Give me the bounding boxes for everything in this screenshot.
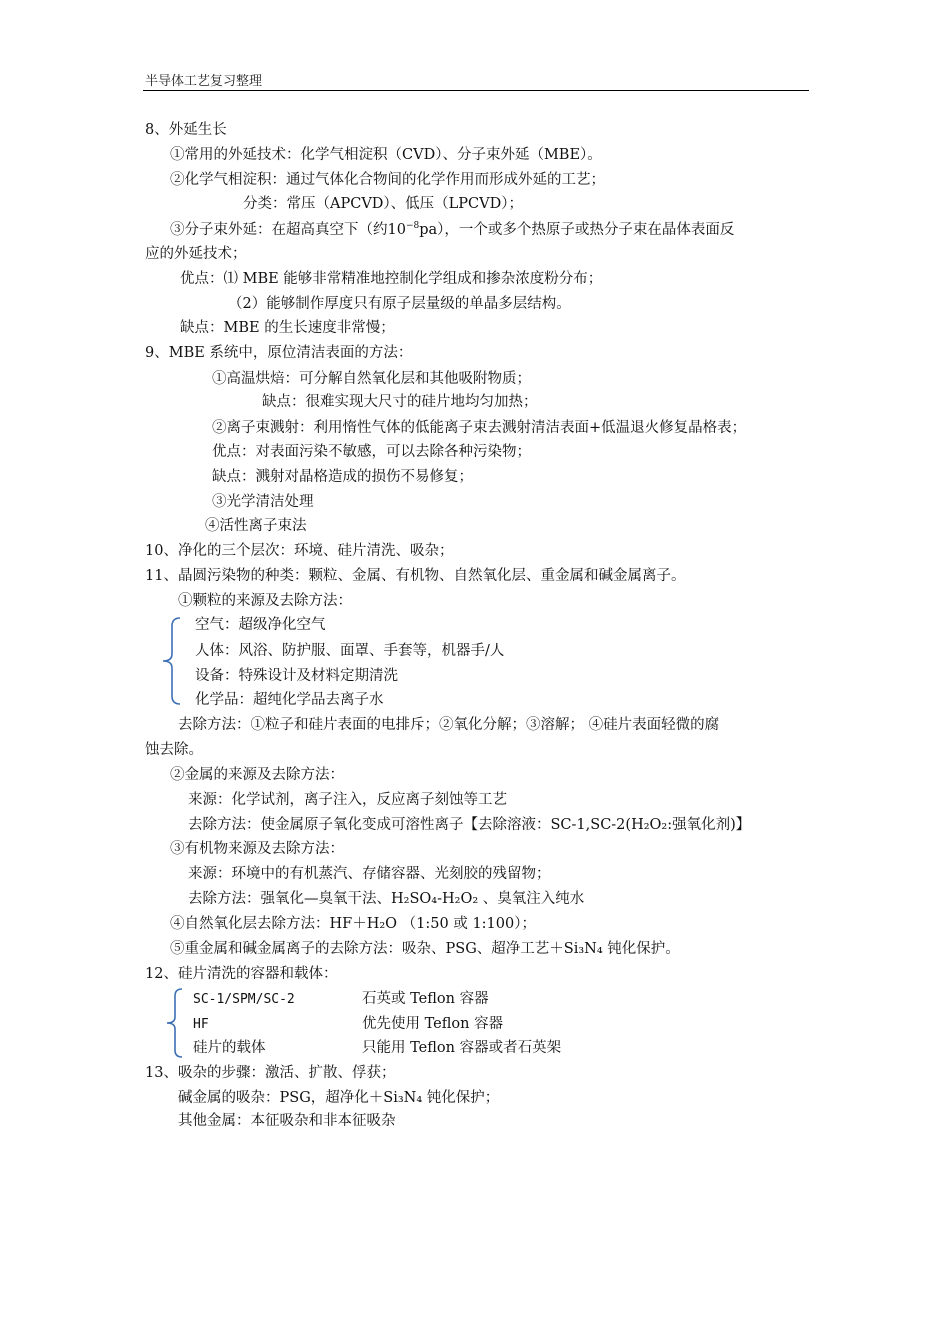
organic-source: 来源：环境中的有机蒸汽、存储容器、光刻胶的残留物；	[188, 866, 551, 882]
particle-source-air: 空气：超级净化空气	[195, 617, 326, 633]
s11-heavy-metal-removal: ⑤重金属和碱金属离子的去除方法：吸杂、PSG、超净工艺＋Si₃N₄ 钝化保护。	[170, 941, 680, 957]
s8-line-6: 优点：⑴ MBE 能够非常精准地控制化学组成和掺杂浓度粉分布；	[180, 271, 603, 287]
s8-line-2: ②化学气相淀积：通过气体化合物间的化学作用而形成外延的工艺；	[170, 172, 605, 188]
s13-line-2: 其他金属：本征吸杂和非本征吸杂	[178, 1113, 396, 1129]
container-row-item: 硅片的载体	[193, 1040, 266, 1056]
section-11-title: 11、晶圆污染物的种类：颗粒、金属、有机物、自然氧化层、重金属和碱金属离子。	[145, 568, 686, 584]
particle-source-chemicals: 化学品：超纯化学品去离子水	[195, 692, 384, 708]
section-8-title: 8、外延生长	[145, 122, 227, 138]
s11-particle-heading: ①颗粒的来源及去除方法：	[178, 593, 352, 609]
s8-line-4-a: ③分子束外延：在超高真空下（约10	[170, 222, 406, 238]
s8-line-4-b: pa），一个或多个热原子或热分子束在晶体表面反	[419, 222, 735, 238]
brace-path	[163, 618, 180, 704]
particle-source-equipment: 设备：特殊设计及材料定期清洗	[195, 668, 398, 684]
s13-line-1: 碱金属的吸杂：PSG，超净化＋Si₃N₄ 钝化保护；	[178, 1090, 500, 1106]
s9-line-4: 优点：对表面污染不敏感，可以去除各种污染物；	[212, 444, 531, 460]
s8-line-3: 分类：常压（APCVD）、低压（LPCVD）；	[243, 196, 523, 212]
s9-line-1: ①高温烘焙：可分解自然氧化层和其他吸附物质；	[212, 371, 531, 387]
section-13-title: 13、吸杂的步骤：激活、扩散、俘获；	[145, 1065, 396, 1081]
container-row-value: 优先使用 Teflon 容器	[362, 1016, 504, 1032]
particle-removal-line-2: 蚀去除。	[145, 742, 203, 758]
s8-line-8: 缺点：MBE 的生长速度非常慢；	[180, 320, 395, 336]
brace-path	[167, 989, 182, 1057]
s9-line-3: ②离子束溅射：利用惰性气体的低能离子束去溅射清洁表面+低温退火修复晶格表；	[212, 420, 747, 436]
container-row-item: HF	[193, 1017, 209, 1032]
s9-line-2: 缺点：很难实现大尺寸的硅片地均匀加热；	[262, 394, 538, 410]
particle-sources-brace	[158, 614, 188, 708]
section-12-title: 12、硅片清洗的容器和载体：	[145, 966, 338, 982]
container-row-item: SC-1/SPM/SC-2	[193, 992, 295, 1007]
metal-removal: 去除方法：使金属原子氧化变成可溶性离子【去除溶液：SC-1,SC-2(H₂O₂:强氧化剂)】	[188, 817, 751, 833]
s8-line-1: ①常用的外延技术：化学气相淀积（CVD）、分子束外延（MBE）。	[170, 147, 602, 163]
container-row-value: 只能用 Teflon 容器或者石英架	[362, 1040, 562, 1056]
container-list-brace	[162, 986, 190, 1060]
s8-line-4-exponent: −8	[405, 221, 420, 231]
page-header-title: 半导体工艺复习整理	[145, 74, 263, 89]
metal-source: 来源：化学试剂，离子注入，反应离子刻蚀等工艺	[188, 792, 507, 808]
s8-line-4	[170, 221, 734, 239]
s11-metal-heading: ②金属的来源及去除方法：	[170, 767, 344, 783]
particle-source-human: 人体：风浴、防护服、面罩、手套等，机器手/人	[195, 643, 505, 659]
s8-line-5: 应的外延技术；	[145, 246, 247, 262]
s11-organic-heading: ③有机物来源及去除方法：	[170, 841, 344, 857]
organic-removal: 去除方法：强氧化—臭氧干法、H₂SO₄-H₂O₂ 、臭氧注入纯水	[188, 891, 585, 907]
particle-removal-line-1: 去除方法：①粒子和硅片表面的电排斥；②氧化分解；③溶解； ④硅片表面轻微的腐	[178, 717, 720, 733]
s9-line-6: ③光学清洁处理	[212, 494, 314, 510]
s11-oxide-removal: ④自然氧化层去除方法：HF＋H₂O （1:50 或 1:100）；	[170, 916, 536, 932]
s8-line-7: （2）能够制作厚度只有原子层量级的单晶多层结构。	[228, 296, 571, 312]
section-9-title: 9、MBE 系统中，原位清洁表面的方法：	[145, 345, 413, 361]
s9-line-7: ④活性离子束法	[205, 518, 307, 534]
container-row-value: 石英或 Teflon 容器	[362, 991, 489, 1007]
s9-line-5: 缺点：溅射对晶格造成的损伤不易修复；	[212, 469, 473, 485]
header-divider	[143, 90, 809, 91]
section-10-title: 10、净化的三个层次：环境、硅片清洗、吸杂；	[145, 543, 454, 559]
